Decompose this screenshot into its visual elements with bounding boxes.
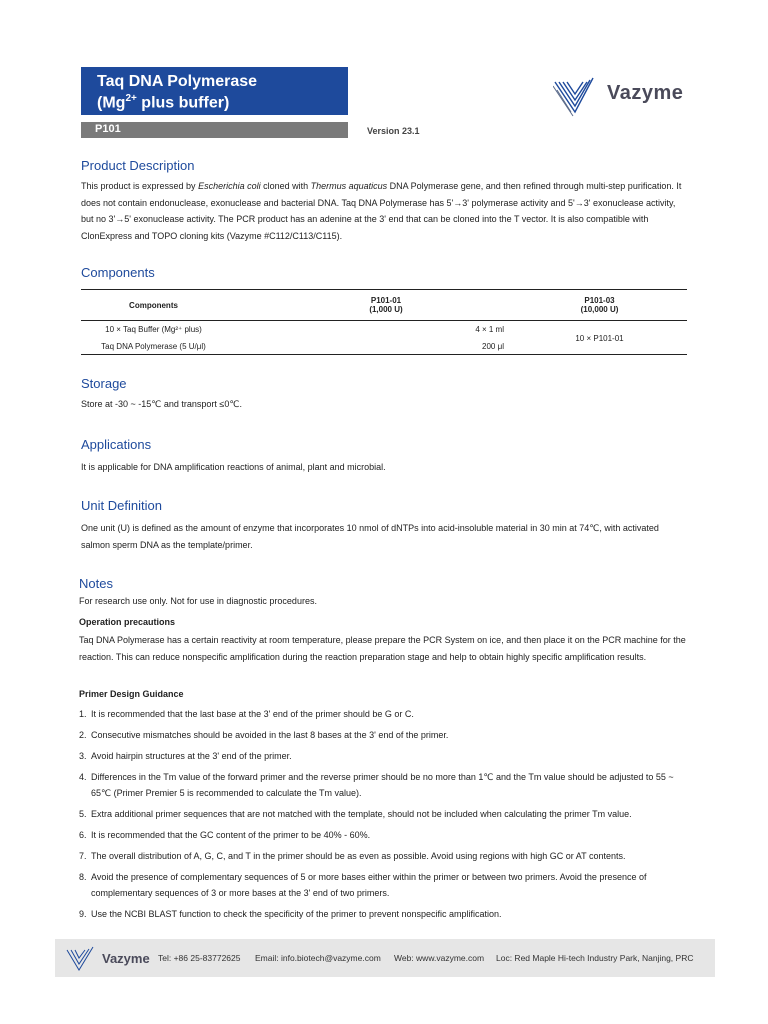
product-description-heading: Product Description [81,158,195,173]
components-table [81,290,687,355]
components-heading: Components [81,265,155,280]
catalog-bar [81,122,348,138]
footer-brand: Vazyme [102,951,150,966]
version-label: Version 23.1 [367,126,420,136]
vazyme-footer-logo-icon [65,945,99,973]
col-p101-01: P101-01 (1,000 U) [226,290,512,321]
title-line-2: ($Mg^{2+}$ plus buffer) [97,93,230,112]
unit-definition-text: One unit (U) is defined as the amount of enzyme that incorporates 10 nmol of dNTPs into acid-insoluble material in 30 min at 74℃, with activated salmon sperm DNA as the template/primer. [81,523,659,550]
applications-heading: Applications [81,437,152,452]
brand-name: Vazyme [607,82,684,104]
col-p101-03: P101-03 (10,000 U) [512,290,687,321]
unit-definition-heading: Unit Definition [81,498,162,513]
col-components: Components [81,290,226,321]
list-item: 5. Extra additional primer sequences that are not matched with the template, should not be included when calculating the primer Tm value. [79,809,632,819]
row-value: 200 μl [482,342,504,351]
product-title-box [81,67,348,115]
primer-guide-list [79,706,689,927]
table-bottom-rule [81,354,687,355]
table-row [81,321,687,339]
operation-precautions-heading: Operation precautions [79,617,176,627]
list-item: 1. It is recommended that the last base at the 3' end of the primer should be G or C. [79,709,414,719]
applications-text: It is applicable for DNA amplification reactions of animal, plant and microbial. [81,462,386,472]
list-item: 2. Consecutive mismatches should be avoided in the last 8 bases at the 3' end of the primer. [79,730,449,740]
row-name: Taq DNA Polymerase (5 U/μl) [101,342,206,351]
list-item: 8. Avoid the presence of complementary sequences of 5 or more bases either within the primer or between two primers. Avoid the presence of complementary sequences of 3 or more bases at the 3' end of two primers. [79,872,647,898]
page-footer [55,939,715,977]
operation-precautions-text: Taq DNA Polymerase has a certain reactivity at room temperature, please prepare the PCR System on ice, and then place it on the PCR machine for the reaction. This can reduce nonspecific amplification during the reaction preparation stage and help to obtain highly specific amplification results. [79,635,686,662]
list-item: 3. Avoid hairpin structures at the 3' end of the primer. [79,751,292,761]
title-line-1: Taq DNA Polymerase [97,73,258,90]
notes-text: For research use only. Not for use in diagnostic procedures. [79,596,317,606]
list-item: 4. Differences in the Tm value of the forward primer and the reverse primer should be no more than 1℃ and the Tm value should be adjusted to 55 ~ 65℃ (Primer Premier 5 is recommended to calculate the Tm value). [79,772,674,798]
storage-heading: Storage [81,376,127,391]
catalog-number: P101 [95,123,121,135]
footer-email[interactable]: Email: info.biotech@vazyme.com [255,953,381,963]
list-item: 6. It is recommended that the GC content of the primer to be 40% - 60%. [79,830,371,840]
product-description-text: This product is expressed by Escherichia coli cloned with Thermus aquaticus DNA Polymerase gene, and then refined through multi-step purification. It does not contain endonuclease, exonuclease and bacterial DNA. Taq DNA Polymerase has 5'→3' polymerase activity and 5'→3' exonuclease activity, but no 3'→5' exonuclease activity. The PCR product has an adenine at the 3' end that can be cloned into the T vector. It is also compatible with ClonExpress and TOPO cloning kits (Vazyme #C112/C113/C115). [81,181,682,241]
list-item: 9. Use the NCBI BLAST function to check the specificity of the primer to prevent nonspecific amplification. [79,909,502,919]
storage-text: Store at -30 ~ -15℃ and transport ≤0℃. [81,399,242,409]
notes-heading: Notes [79,576,113,591]
row-value: 4 × 1 ml [475,325,504,334]
primer-design-heading: Primer Design Guidance [79,689,184,699]
table-header-row [81,290,687,321]
row-merged-value: 10 × P101-01 [575,333,624,343]
list-item: 7. The overall distribution of A, G, C, and T in the primer should be as even as possible. Avoid using regions with high GC or AT contents. [79,851,626,861]
footer-location: Loc: Red Maple Hi-tech Industry Park, Nanjing, PRC [496,953,694,963]
footer-tel: Tel: +86 25-83772625 [158,953,241,963]
footer-web[interactable]: Web: www.vazyme.com [394,953,485,963]
row-name: 10 × Taq Buffer (Mg²⁺ plus) [105,325,202,334]
